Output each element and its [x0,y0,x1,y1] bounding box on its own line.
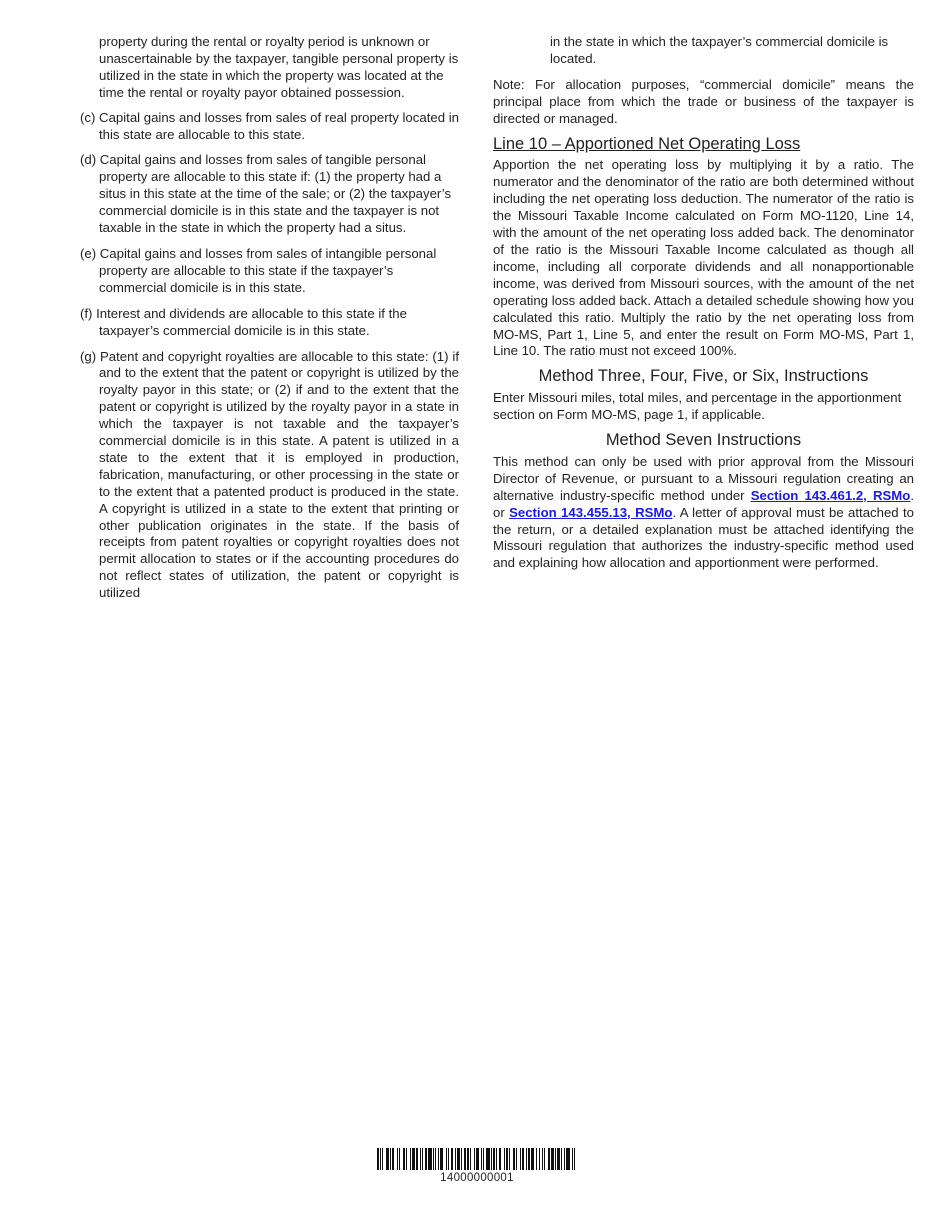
section-143-455-13-link[interactable]: Section 143.455.13, RSMo [509,504,673,520]
barcode-block [333,1148,621,1184]
barcode [333,1148,621,1170]
item-f: (f) Interest and dividends are allocable to this state if the taxpayer’s commercial domicile is in this state. [80,305,407,338]
method36-body: Enter Missouri miles, total miles, and percentage in the apportionment section on Form MO-MS, page 1, if applicable. [493,390,902,423]
section-143-461-2-link[interactable]: Section 143.461.2, RSMo [750,487,911,503]
right-column [493,34,914,572]
barcode-space [575,1148,577,1170]
note-commercial-domicile: Note: For allocation purposes, “commercial domicile” means the principal place from which the trade or business of the taxpayer is directed or managed. [493,76,914,126]
method7-text-2: . or [493,487,914,520]
method7-text-1: This method can only be used with prior approval from the Missouri Director of Revenue, or pursuant to a Missouri regulation creating an alternative industry-specific method under [493,453,914,503]
method36-heading: Method Three, Four, Five, or Six, Instructions [538,367,869,386]
item-e: (e) Capital gains and losses from sales of intangible personal property are allocable to this state if the taxpayer’s commercial domicile is in this state. [80,245,437,295]
method7-heading: Method Seven Instructions [605,431,802,450]
left-column [80,34,459,611]
item-g: (g) Patent and copyright royalties are allocable to this state: (1) if and to the extent that the patent or copyright is utilized by the royalty payor in this state; or (2) if and to the extent that the patent or copyright is utilized by the royalty payor in a state in which the taxpayer is not taxable and the taxpayer’s commercial domicile is in this state. A patent is utilized in a state to the extent that it is employed in production, fabrication, manufacturing, or other processing in the state or to the extent that a patented product is produced in the state. A copyright is utilized in a state to the extent that printing or other publication originates in the state. If the basis of receipts from patent royalties or copyright royalties does not permit allocation to states or if the accounting procedures do not reflect states of utilization, the patent or copyright is utilized [80,348,459,601]
method7-text-3: . A letter of approval must be attached to the return, or a detailed explanation must be attached identifying the Missouri regulation that authorizes the industry-specific method used and explaining how allocation and apportionment were performed. [493,504,914,571]
item-d: (d) Capital gains and losses from sales of tangible personal property are allocable to this state if: (1) the property had a situs in this state at the time of the sale; or (2) the taxpayer’s commercial domicile is in this state and the taxpayer is not taxable in the state in which the property had a situs. [80,152,452,236]
right-continuation: in the state in which the taxpayer’s commercial domicile is located. [550,34,889,66]
line10-heading: Line 10 – Apportioned Net Operating Loss [493,134,801,153]
barcode-number: 14000000001 [440,1172,514,1184]
intro-continuation: property during the rental or royalty period is unknown or unascertainable by the taxpayer, tangible personal property is utilized in the state in which the property was located at the time the rental or royalty payor obtained possession. [99,34,459,100]
item-c: (c) Capital gains and losses from sales of real property located in this state are allocable to this state. [80,109,459,142]
line10-body: Apportion the net operating loss by multiplying it by a ratio. The numerator and the denominator of the ratio are both determined without including the net operating loss deduction. The numerator of the ratio is the Missouri Taxable Income calculated on Form MO-1120, Line 14, with the amount of the net operating loss added back. The denominator of the ratio is the Missouri Taxable Income calculated as though all income, including all corporate dividends and all nonapportionable income, was derived from Missouri sources, with the amount of the net operating loss added back. Attach a detailed schedule showing how you calculated this ratio. Multiply the ratio by the net operating loss from MO-MS, Part 1, Line 5, and enter the result on Form MO-MS, Part 1, Line 10. The ratio must not exceed 100%. [493,157,914,359]
method7-body [493,454,914,572]
